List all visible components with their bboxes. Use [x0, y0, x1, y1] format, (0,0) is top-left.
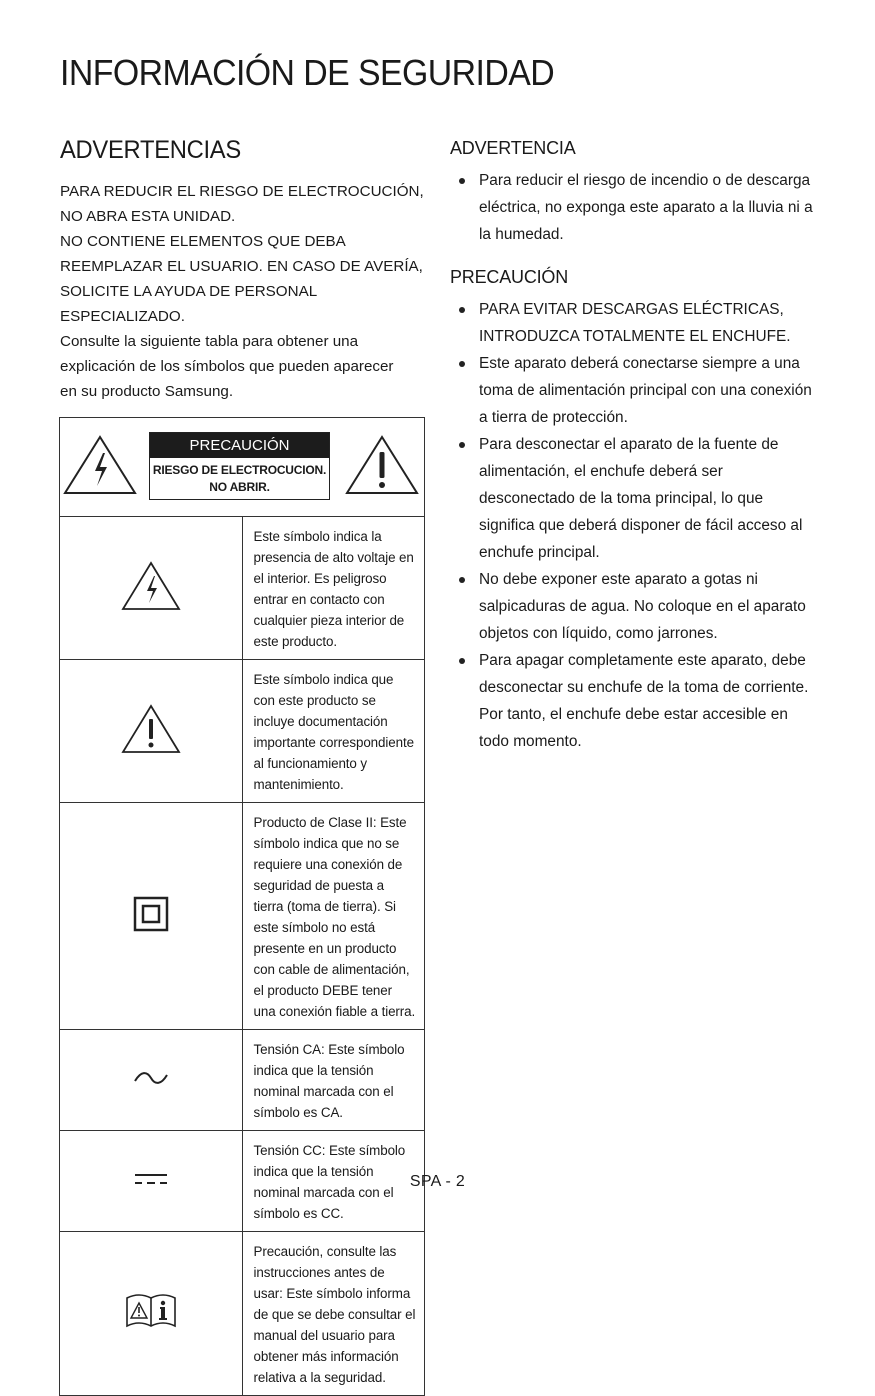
- list-item: [450, 296, 822, 350]
- intro-line: SOLICITE LA AYUDA DE PERSONAL: [60, 283, 318, 300]
- intro-line: PARA REDUCIR EL RIESGO DE ELECTROCUCIÓN,: [60, 183, 424, 200]
- intro-line: ESPECIALIZADO.: [60, 308, 185, 325]
- list-item-text: Este aparato deberá conectarse siempre a una toma de alimentación principal con una conexión a tierra de protección.: [479, 355, 812, 426]
- intro-line: REEMPLAZAR EL USUARIO. EN CASO DE AVERÍA,: [60, 258, 423, 275]
- list-item-text: PARA EVITAR DESCARGAS ELÉCTRICAS, INTRODUZCA TOTALMENTE EL ENCHUFE.: [479, 301, 791, 345]
- list-item: [450, 350, 822, 431]
- table-header-row: [60, 418, 425, 517]
- intro-line: NO ABRA ESTA UNIDAD.: [60, 208, 236, 225]
- lightning-warning-icon: [62, 434, 138, 501]
- caution-list: [450, 296, 822, 755]
- list-item: [450, 647, 822, 755]
- bullet-icon: [459, 178, 465, 184]
- symbol-description: Este símbolo indica la presencia de alto voltaje en el interior. Es peligroso entrar en contacto con cualquier pieza interior de este producto.: [242, 517, 425, 660]
- ac-wave-icon: [133, 1072, 169, 1089]
- intro-line: explicación de los símbolos que pueden aparecer: [60, 358, 394, 375]
- list-item: [450, 167, 822, 248]
- page-number: SPA - 2: [409, 1173, 466, 1190]
- symbol-cell: [60, 803, 243, 1030]
- symbol-description: Tensión CA: Este símbolo indica que la tensión nominal marcada con el símbolo es CA.: [242, 1030, 425, 1131]
- list-item-text: Para apagar completamente este aparato, debe desconectar su enchufe de la toma de corriente. Por tanto, el enchufe debe estar accesible en todo momento.: [479, 652, 809, 750]
- table-row: [60, 803, 425, 1030]
- table-row: [60, 660, 425, 803]
- intro-text: [60, 179, 426, 404]
- intro-line: en su producto Samsung.: [60, 383, 234, 400]
- symbol-cell: [60, 517, 243, 660]
- bullet-icon: [459, 658, 465, 664]
- symbol-cell: [60, 1030, 243, 1131]
- list-item-text: Para desconectar el aparato de la fuente de alimentación, el enchufe deberá ser desconectado de la toma principal, lo que significa que deberá disponer de fácil acceso al enchufe principal.: [479, 436, 803, 561]
- caution-label-box: [149, 432, 330, 500]
- intro-line: NO CONTIENE ELEMENTOS QUE DEBA: [60, 233, 346, 250]
- symbol-description: Producto de Clase II: Este símbolo indica que no se requiere una conexión de seguridad de puesta a tierra (toma de tierra). Si este símbolo no está presente en un producto con cable de alimentación, el producto DEBE tener una conexión fiable a tierra.: [242, 803, 425, 1030]
- page-title: INFORMACIÓN DE SEGURIDAD: [60, 52, 555, 93]
- symbol-description: Este símbolo indica que con este producto se incluye documentación importante correspondiente al funcionamiento y mantenimiento.: [242, 660, 425, 803]
- caution-message: [150, 458, 329, 496]
- left-column: [60, 136, 426, 404]
- table-row: [60, 1030, 425, 1131]
- symbol-cell: [60, 1232, 243, 1396]
- lightning-warning-icon: [120, 599, 182, 616]
- double-square-icon: [133, 919, 169, 936]
- table-row: [60, 517, 425, 660]
- bullet-icon: [459, 577, 465, 583]
- symbol-description: Tensión CC: Este símbolo indica que la tensión nominal marcada con el símbolo es CC.: [242, 1131, 425, 1232]
- exclamation-warning-icon: [120, 742, 182, 759]
- caution-message-line: RIESGO DE ELECTROCUCION.: [152, 463, 327, 477]
- symbols-table: [59, 417, 425, 1396]
- bullet-icon: [459, 442, 465, 448]
- list-item-text: Para reducir el riesgo de incendio o de descarga eléctrica, no exponga este aparato a la lluvia ni a la humedad.: [479, 172, 813, 243]
- right-column: [450, 138, 822, 755]
- bullet-icon: [459, 307, 465, 313]
- symbol-description: Precaución, consulte las instrucciones antes de usar: Este símbolo informa de que se debe consultar el manual del usuario para obtener más información relativa a la seguridad.: [242, 1232, 425, 1396]
- intro-line: Consulte la siguiente tabla para obtener una: [60, 333, 359, 350]
- section-title-advertencias: ADVERTENCIAS: [60, 136, 241, 164]
- caution-header-cell: [60, 418, 425, 517]
- exclamation-warning-icon: [344, 434, 420, 501]
- manual-info-icon: [125, 1317, 177, 1334]
- warning-list: [450, 167, 822, 248]
- table-row: [60, 1232, 425, 1396]
- list-item: [450, 566, 822, 647]
- list-item: [450, 431, 822, 566]
- caution-message-line: NO ABRIR.: [209, 480, 270, 494]
- symbol-cell: [60, 660, 243, 803]
- list-item-text: No debe exponer este aparato a gotas ni salpicaduras de agua. No coloque en el aparato objetos con líquido, como jarrones.: [479, 571, 806, 642]
- caution-title: PRECAUCIÓN: [450, 267, 569, 287]
- bullet-icon: [459, 361, 465, 367]
- warning-title: ADVERTENCIA: [450, 138, 576, 158]
- caution-label: PRECAUCIÓN: [150, 433, 329, 458]
